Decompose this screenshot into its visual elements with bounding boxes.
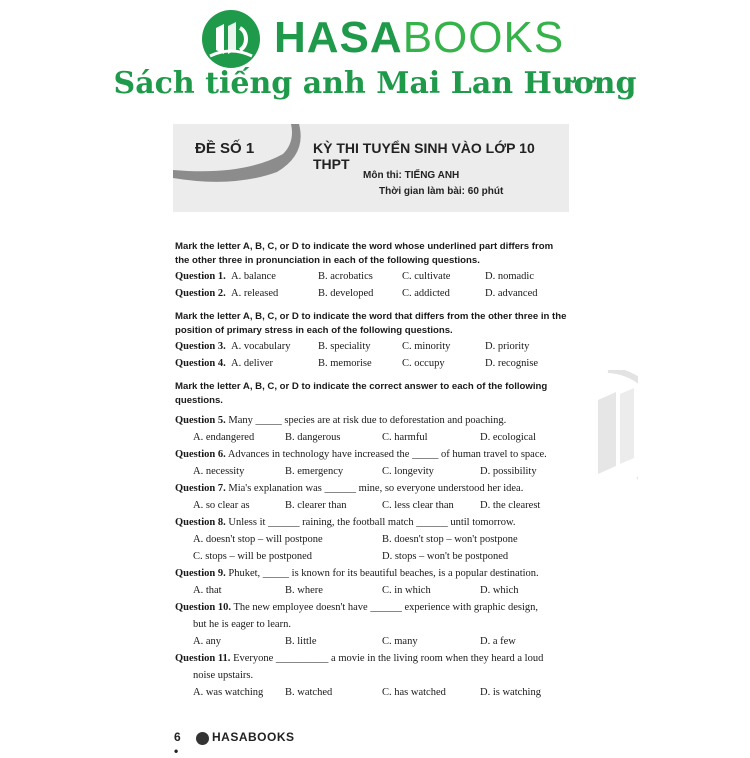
option-c: C. stops – will be postponed xyxy=(193,551,313,562)
option-c: C. cultivate xyxy=(402,271,451,282)
question-label: Question 9. xyxy=(175,568,226,579)
exam-number: ĐỀ SỐ 1 xyxy=(195,140,255,157)
question-stem: Question 11. Everyone __________ a movie in the living room when they heard a loud xyxy=(175,653,544,664)
question-stem: Question 10. The new employee doesn't have ______ experience with graphic design, xyxy=(175,602,538,613)
options-row xyxy=(175,548,570,565)
footer-brand: HASABOOKS xyxy=(212,730,295,744)
option-d: D. the clearest xyxy=(480,500,541,511)
option-d: D. a few xyxy=(480,636,516,647)
question-row xyxy=(175,355,570,372)
option-a: A. vocabulary xyxy=(231,341,291,352)
question-stem: Question 5. Many _____ species are at risk due to deforestation and poaching. xyxy=(175,415,507,426)
options-row xyxy=(175,582,570,599)
option-b: B. emergency xyxy=(285,466,344,477)
exam-subject: Môn thi: TIẾNG ANH xyxy=(363,170,460,181)
question-label: Question 7. xyxy=(175,483,226,494)
question-label: Question 8. xyxy=(175,517,226,528)
tagline: Sách tiếng anh Mai Lan Hương xyxy=(113,66,637,101)
option-a: A. was watching xyxy=(193,687,264,698)
options-row xyxy=(175,463,570,480)
option-c: C. addicted xyxy=(402,288,450,299)
option-b: B. dangerous xyxy=(285,432,341,443)
option-a: A. so clear as xyxy=(193,500,250,511)
option-b: B. clearer than xyxy=(285,500,347,511)
option-c: C. harmful xyxy=(382,432,428,443)
section-3-instruction: Mark the letter A, B, C, or D to indicate the correct answer to each of the following questions. xyxy=(175,381,548,406)
option-d: D. advanced xyxy=(485,288,538,299)
question-label: Question 1. xyxy=(175,271,226,282)
exam-title: KỲ THI TUYỂN SINH VÀO LỚP 10 THPT xyxy=(313,140,535,172)
option-a: A. released xyxy=(231,288,279,299)
option-d: D. priority xyxy=(485,341,530,352)
option-b: B. developed xyxy=(318,288,374,299)
footer-logo-icon xyxy=(196,732,209,745)
option-d: D. stops – won't be postponed xyxy=(382,551,509,562)
option-a: A. doesn't stop – will postpone xyxy=(193,534,323,545)
question-label: Question 6. xyxy=(175,449,226,460)
option-a: A. deliver xyxy=(231,358,273,369)
question-stem-continued: noise upstairs. xyxy=(193,670,254,681)
options-row xyxy=(175,633,570,650)
option-b: B. where xyxy=(285,585,323,596)
option-d: D. which xyxy=(480,585,519,596)
question-stem: Question 9. Phuket, _____ is known for its beautiful beaches, is a popular destination. xyxy=(175,568,539,579)
option-b: B. memorise xyxy=(318,358,372,369)
question-stem: Question 6. Advances in technology have increased the _____ of human travel to space. xyxy=(175,449,547,460)
option-b: B. speciality xyxy=(318,341,371,352)
watermark-logo-icon xyxy=(578,370,638,490)
section-2-instruction: Mark the letter A, B, C, or D to indicate the word that differs from the other three in the position of primary stress in each of the following questions. xyxy=(175,311,567,336)
option-c: C. less clear than xyxy=(382,500,454,511)
question-label: Question 10. xyxy=(175,602,232,613)
page-number: 6 • xyxy=(174,730,181,758)
option-a: A. endangered xyxy=(193,432,255,443)
options-row xyxy=(175,531,570,548)
question-stem: Question 7. Mia's explanation was ______ mine, so everyone understood her idea. xyxy=(175,483,524,494)
exam-content xyxy=(175,240,570,701)
question-label: Question 5. xyxy=(175,415,226,426)
option-c: C. in which xyxy=(382,585,431,596)
option-c: C. has watched xyxy=(382,687,446,698)
exam-time: Thời gian làm bài: 60 phút xyxy=(379,186,504,197)
option-b: B. watched xyxy=(285,687,333,698)
question-row xyxy=(175,285,570,302)
options-row xyxy=(175,497,570,514)
hasabooks-logo-icon xyxy=(202,10,260,68)
question-stem-continued: but he is eager to learn. xyxy=(193,619,291,630)
option-b: B. doesn't stop – won't postpone xyxy=(382,534,518,545)
option-d: D. is watching xyxy=(480,687,541,698)
question-label: Question 2. xyxy=(175,288,226,299)
option-a: A. balance xyxy=(231,271,276,282)
option-c: C. minority xyxy=(402,341,451,352)
option-c: C. longevity xyxy=(382,466,434,477)
question-row xyxy=(175,268,570,285)
brand-wordmark: HASABOOKS xyxy=(274,13,565,62)
option-c: C. occupy xyxy=(402,358,445,369)
exam-banner xyxy=(173,124,569,212)
options-row xyxy=(175,429,570,446)
option-d: D. possibility xyxy=(480,466,537,477)
option-d: D. ecological xyxy=(480,432,536,443)
option-d: D. nomadic xyxy=(485,271,534,282)
options-row xyxy=(175,684,570,701)
option-a: A. any xyxy=(193,636,221,647)
section-1-instruction: Mark the letter A, B, C, or D to indicate the word whose underlined part differs from the other three in pronunciation in each of the following questions. xyxy=(175,241,554,266)
option-a: A. that xyxy=(193,585,222,596)
question-stem: Question 8. Unless it ______ raining, the football match ______ until tomorrow. xyxy=(175,517,516,528)
question-label: Question 11. xyxy=(175,653,231,664)
brand-header xyxy=(0,6,750,66)
option-a: A. necessity xyxy=(193,466,245,477)
question-label: Question 3. xyxy=(175,341,226,352)
option-b: B. acrobatics xyxy=(318,271,373,282)
option-c: C. many xyxy=(382,636,418,647)
option-d: D. recognise xyxy=(485,358,539,369)
question-label: Question 4. xyxy=(175,358,226,369)
question-row xyxy=(175,338,570,355)
option-b: B. little xyxy=(285,636,317,647)
